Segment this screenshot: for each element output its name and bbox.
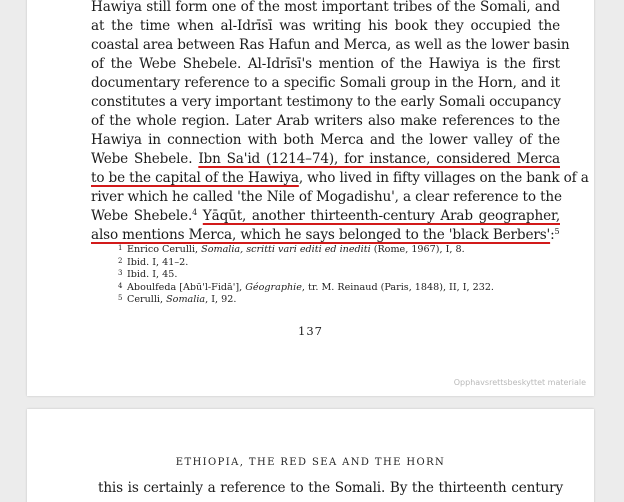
line13-end: : bbox=[550, 227, 555, 243]
line10-plain: , who lived in fifty villages on the bank of a bbox=[298, 170, 589, 186]
highlighted-capital-hawiya: to be the capital of the Hawiya bbox=[91, 170, 299, 186]
text-line-2: at the time when al-Idrīsī was writing his book they occupied the bbox=[91, 18, 560, 34]
footnotes bbox=[118, 243, 494, 306]
footnote-1: 1 Enrico Cerulli, Somalia, scritti vari editi ed inediti (Rome, 1967), I, 8. bbox=[118, 244, 465, 255]
highlighted-yaqut: Yāqūt, another thirteenth-century Arab geographer, bbox=[202, 208, 560, 224]
line9-plain: Webe Shebele. bbox=[91, 151, 199, 167]
copyright-watermark: Opphavsrettsbeskyttet materiale bbox=[453, 378, 586, 387]
book-page-138 bbox=[27, 409, 594, 502]
page-body-text bbox=[91, 0, 589, 245]
text-line-1: Hawiya still form one of the most important tribes of the Somali, and bbox=[91, 0, 560, 15]
footnote-ref-4: 4 bbox=[192, 208, 198, 217]
text-line-4: of the Webe Shebele. Al-Idrīsī's mention of the Hawiya is the first bbox=[91, 56, 560, 72]
text-line-9 bbox=[91, 150, 560, 169]
footnote-4: 4 Aboulfeda [Abū'l-Fidā'], Géographie, tr. M. Reinaud (Paris, 1848), II, I, 232. bbox=[118, 281, 494, 293]
text-line-6: constitutes a very important testimony to the early Somali occupancy bbox=[91, 94, 561, 110]
footnote-ref-5: 5 bbox=[554, 227, 560, 236]
text-line-5: documentary reference to a specific Somali group in the Horn, and it bbox=[91, 75, 560, 91]
footnote-3: 3 Ibid. I, 45. bbox=[118, 269, 178, 281]
text-line-8: Hawiya in connection with both Merca and the lower valley of the bbox=[91, 132, 560, 148]
text-line-7: of the whole region. Later Arab writers also make references to the bbox=[91, 113, 560, 129]
book-page-137 bbox=[27, 0, 594, 396]
next-page-line-1: this is certainly a reference to the Somali. By the thirteenth century bbox=[98, 480, 563, 496]
page-number: 137 bbox=[298, 324, 323, 338]
text-line-11: river which he called 'the Nile of Mogadishu', a clear reference to the bbox=[91, 189, 562, 205]
footnote-5: 5 Cerulli, Somalia, I, 92. bbox=[118, 294, 237, 306]
highlighted-merca-berbers: also mentions Merca, which he says belonged to the 'black Berbers' bbox=[91, 227, 551, 243]
highlighted-ibn-said: Ibn Sa'id (1214–74), for instance, considered Merca bbox=[198, 151, 560, 167]
line12-plain: Webe Shebele. bbox=[91, 208, 193, 224]
page-body-text-next bbox=[98, 479, 563, 498]
text-line-10 bbox=[91, 169, 589, 188]
text-line-3: coastal area between Ras Hafun and Merca, as well as the lower basin bbox=[91, 37, 570, 53]
footnote-2: 2 Ibid. I, 41–2. bbox=[118, 256, 189, 268]
running-head: ETHIOPIA, THE RED SEA AND THE HORN bbox=[175, 457, 446, 468]
text-line-12 bbox=[91, 207, 560, 226]
